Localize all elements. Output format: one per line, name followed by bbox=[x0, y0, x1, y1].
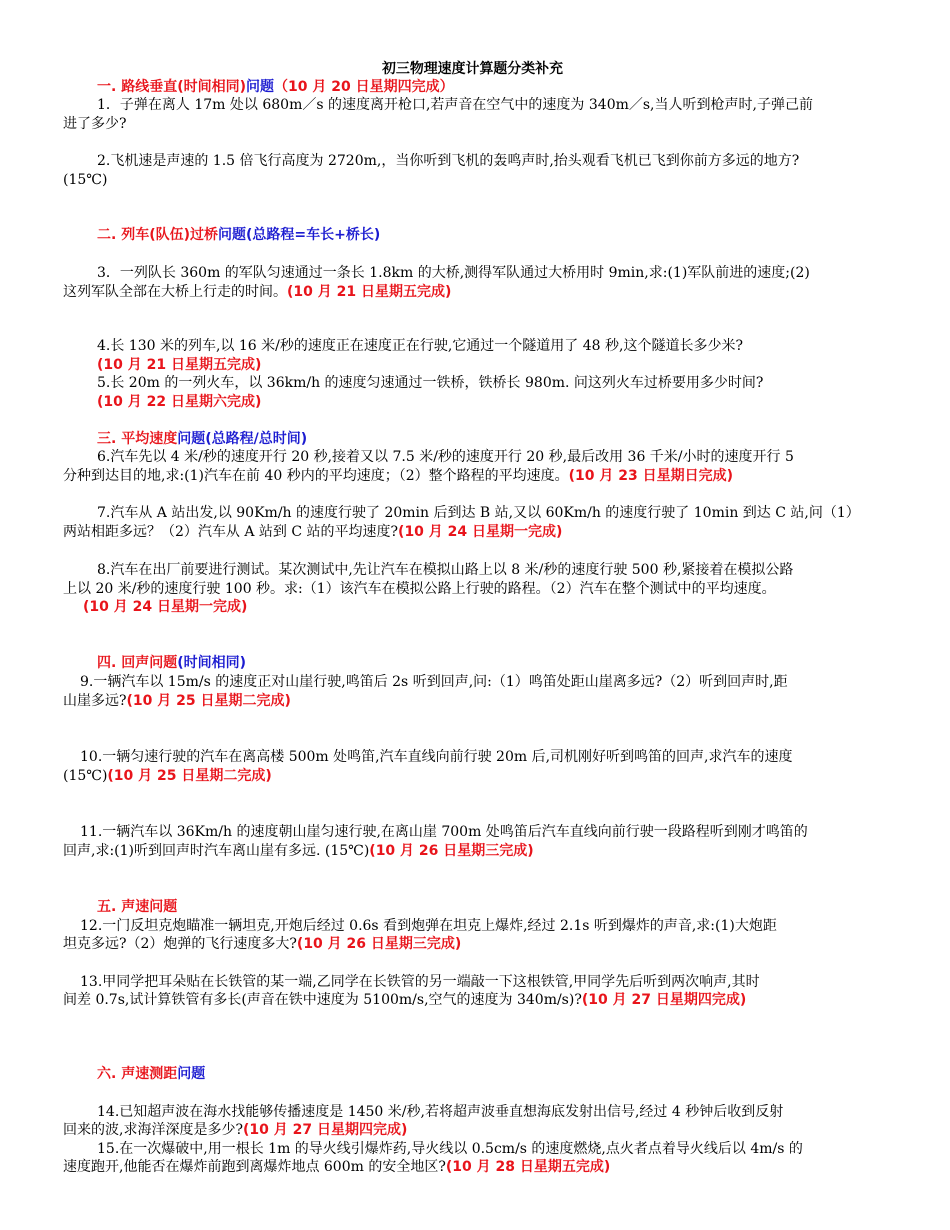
section-heading-6 bbox=[97, 1065, 205, 1083]
question-6-line-2 bbox=[63, 467, 733, 485]
question-13-line-2 bbox=[63, 991, 746, 1009]
question-5-completion: (10 月 22 日星期六完成) bbox=[97, 394, 262, 410]
question-3-completion: (10 月 21 日星期五完成) bbox=[287, 284, 452, 300]
question-12-text: 坦克多远?（2）炮弹的飞行速度多大? bbox=[63, 936, 297, 952]
section-6-title: 六. 声速测距 bbox=[97, 1066, 178, 1082]
question-10-completion: (10 月 25 日星期二完成) bbox=[107, 768, 272, 784]
section-4-title: 四. 回声问题 bbox=[97, 655, 178, 671]
question-15-text: 速度跑开,他能否在爆炸前跑到离爆炸地点 600m 的安全地区? bbox=[63, 1159, 446, 1175]
question-13-text: 间差 0.7s,试计算铁管有多长(声音在铁中速度为 5100m/s,空气的速度为 340m/s)? bbox=[63, 992, 582, 1008]
question-9-text: 山崖多远? bbox=[63, 693, 127, 709]
question-14-text: 回来的波,求海洋深度是多少? bbox=[63, 1122, 243, 1138]
question-11-line-1: 11.一辆汽车以 36Km/h 的速度朝山崖匀速行驶,在离山崖 700m 处鸣笛后汽车直线向前行驶一段路程听到刚才鸣笛的 bbox=[80, 824, 808, 840]
section-heading-3 bbox=[97, 430, 307, 448]
question-6-completion: (10 月 23 日星期日完成) bbox=[568, 468, 734, 484]
document-title: 初三物理速度计算题分类补充 bbox=[381, 61, 564, 77]
question-8-completion: (10 月 24 日星期一完成) bbox=[83, 599, 248, 615]
question-14-line-2 bbox=[63, 1121, 407, 1139]
question-10-line-1: 10.一辆匀速行驶的汽车在离高楼 500m 处鸣笛,汽车直线向前行驶 20m 后,司机刚好听到鸣笛的回声,求汽车的速度 bbox=[80, 749, 793, 765]
section-1-title: 一. 路线垂直(时间相同) bbox=[97, 79, 246, 95]
question-6-text: 分种到达目的地,求:(1)汽车在前 40 秒内的平均速度；（2）整个路程的平均速度。 bbox=[63, 468, 569, 484]
question-1-line-1: 1．子弹在离人 17m 处以 680m／s 的速度离开枪口,若声音在空气中的速度为 340m／s,当人听到枪声时,子弹己前 bbox=[97, 97, 813, 113]
question-5-line-1: 5.长 20m 的一列火车，以 36km/h 的速度匀速通过一铁桥，铁桥长 980m. 问这列火车过桥要用多少时间? bbox=[97, 375, 764, 391]
question-10-line-2 bbox=[63, 767, 272, 785]
question-10-text: (15℃) bbox=[63, 768, 108, 784]
question-1-line-2: 进了多少? bbox=[63, 116, 127, 132]
section-2-title: 二. 列车(队伍)过桥 bbox=[97, 227, 218, 243]
question-7-text: 两站相距多远？（2）汽车从 A 站到 C 站的平均速度? bbox=[63, 524, 399, 540]
question-11-line-2 bbox=[63, 842, 534, 860]
question-3-line-1: 3．一列队长 360m 的军队匀速通过一条长 1.8km 的大桥,测得军队通过大桥用时 9min,求:(1)军队前进的速度;(2) bbox=[97, 265, 810, 281]
question-3-text: 这列军队全部在大桥上行走的时间。 bbox=[63, 284, 287, 300]
question-11-text: 回声,求:(1)听到回声时汽车离山崖有多远. (15℃) bbox=[63, 843, 370, 859]
question-3-line-2 bbox=[63, 283, 451, 301]
question-15-line-2 bbox=[63, 1158, 610, 1176]
question-14-line-1: 14.已知超声波在海水找能够传播速度是 1450 米/秒,若将超声波垂直想海底发射出信号,经过 4 秒钟后收到反射 bbox=[97, 1104, 784, 1120]
question-7-completion: (10 月 24 日星期一完成) bbox=[398, 524, 563, 540]
section-6-suffix: 问题 bbox=[177, 1066, 206, 1082]
section-3-suffix: 问题(总路程/总时间) bbox=[177, 431, 308, 447]
question-13-line-1: 13.甲同学把耳朵贴在长铁管的某一端,乙同学在长铁管的另一端敲一下这根铁管,甲同学先后听到两次响声,其时 bbox=[80, 974, 760, 990]
section-3-title: 三. 平均速度 bbox=[97, 431, 178, 447]
section-1-completion: （10 月 20 日星期四完成） bbox=[274, 79, 454, 95]
question-8-line-2: 上以 20 米/秒的速度行驶 100 秒。求:（1）该汽车在模拟公路上行驶的路程。（2）汽车在整个测试中的平均速度。 bbox=[63, 581, 776, 597]
question-4-line-1: 4.长 130 米的列车,以 16 米/秒的速度正在速度正在行驶,它通过一个隧道用了 48 秒,这个隧道长多少米? bbox=[97, 338, 743, 354]
section-heading-2 bbox=[97, 226, 380, 244]
question-13-completion: (10 月 27 日星期四完成) bbox=[581, 992, 747, 1008]
section-heading-1 bbox=[97, 78, 454, 96]
question-12-completion: (10 月 26 日星期三完成) bbox=[296, 936, 462, 952]
section-4-suffix: (时间相同) bbox=[177, 655, 246, 671]
question-11-completion: (10 月 26 日星期三完成) bbox=[369, 843, 534, 859]
question-9-line-2 bbox=[63, 692, 291, 710]
section-heading-4 bbox=[97, 654, 246, 672]
question-7-line-2 bbox=[63, 523, 562, 541]
question-12-line-2 bbox=[63, 935, 461, 953]
section-heading-5 bbox=[97, 898, 177, 916]
section-1-suffix: 问题 bbox=[246, 79, 274, 95]
question-12-line-1: 12.一门反坦克炮瞄准一辆坦克,开炮后经过 0.6s 看到炮弹在坦克上爆炸,经过 2.1s 听到爆炸的声音,求:(1)大炮距 bbox=[80, 918, 777, 934]
question-7-line-1: 7.汽车从 A 站出发,以 90Km/h 的速度行驶了 20min 后到达 B 站,又以 60Km/h 的速度行驶了 10min 到达 C 站,问（1） bbox=[97, 505, 860, 521]
question-8-line-1: 8.汽车在出厂前要进行测试。某次测试中,先让汽车在模拟山路上以 8 米/秒的速度行驶 500 秒,紧接着在模拟公路 bbox=[97, 562, 794, 578]
question-9-line-1: 9.一辆汽车以 15m/s 的速度正对山崖行驶,鸣笛后 2s 听到回声,问:（1）鸣笛处距山崖离多远?（2）听到回声时,距 bbox=[80, 674, 788, 690]
question-15-completion: (10 月 28 日星期五完成) bbox=[445, 1159, 611, 1175]
section-5-title: 五. 声速问题 bbox=[97, 899, 178, 915]
question-14-completion: (10 月 27 日星期四完成) bbox=[242, 1122, 408, 1138]
question-2-line-2: (15℃) bbox=[63, 172, 108, 188]
question-9-completion: (10 月 25 日星期二完成) bbox=[126, 693, 291, 709]
question-2-line-1: 2.飞机速是声速的 1.5 倍飞行高度为 2720m,，当你听到飞机的轰鸣声时,抬头观看飞机已飞到你前方多远的地方? bbox=[97, 153, 800, 169]
section-2-suffix: 问题(总路程=车长+桥长) bbox=[218, 227, 381, 243]
question-6-line-1: 6.汽车先以 4 米/秒的速度开行 20 秒,接着又以 7.5 米/秒的速度开行 20 秒,最后改用 36 千米/小时的速度开行 5 bbox=[97, 449, 794, 465]
question-15-line-1: 15.在一次爆破中,用一根长 1m 的导火线引爆炸药,导火线以 0.5cm/s 的速度燃烧,点火者点着导火线后以 4m/s 的 bbox=[97, 1141, 803, 1157]
question-4-completion: (10 月 21 日星期五完成) bbox=[97, 357, 262, 373]
